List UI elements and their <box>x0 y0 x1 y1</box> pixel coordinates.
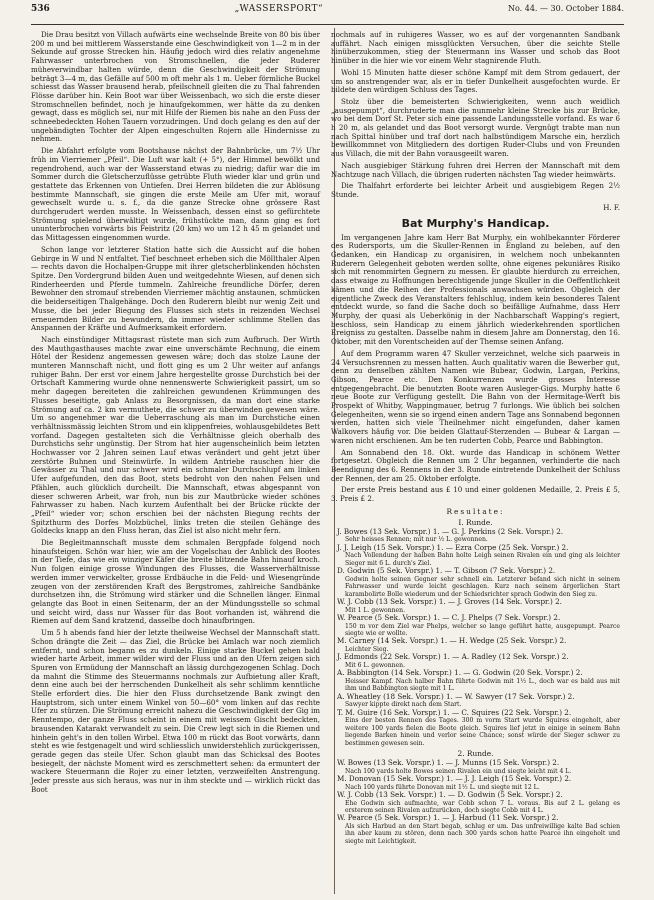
paragraph: Wohl 15 Minuten hatte dieser schöne Kampf mit dem Strom gedauert, der um so anstrengender war, als er in tiefer Dunkelheit ausgefochten wurde. Er bildete den würdigen Schluss des Tages. <box>331 67 620 95</box>
paragraph: Nach ausgiebiger Stärkung fuhren drei Herren der Mannschaft mit dem Nachtzuge nach Villach, die übrigen ruderten nächsten Tag wieder heimwärts. <box>331 160 620 179</box>
left-column <box>31 31 320 845</box>
round-title: I. Runde. <box>458 517 493 527</box>
result-note: Nach 100 yards führte Donovan mit 1½ L. und siegte mit 12 L. <box>345 783 540 791</box>
result-line: J. Edmonds (22 Sek. Vorspr.) 1. — A. Radley (12 Sek. Vorspr.) 2. <box>337 652 569 662</box>
result-line: W. Pearce (5 Sek. Vorspr.) 1. — J. Harbud (11 Sek. Vorspr.) 2. <box>337 813 559 823</box>
columns <box>31 31 624 845</box>
result-line: T. M. Guire (16 Sek. Vorspr.) 1. — C. Squires (22 Sek. Vorspr.) 2. <box>337 707 572 717</box>
result-line: A. Babbington (14 Sek. Vorspr.) 1. — G. Godwin (20 Sek. Vorspr.) 2. <box>337 668 583 678</box>
result-note: Heisser Kampf. Nach halber Bahn führte Godwin mit 1½ L., doch war es bald aus mit ihm und Babbington siegte mit 1 L. <box>345 677 620 693</box>
paragraph: Die Drau besitzt von Villach aufwärts eine wechselnde Breite von 80 bis über 200 m und bei mittlerem Wasserstande eine Geschwindigkeit von 1—2 m in der Sekunde auf grosse Strecken hin. Häufig jedoch wird dies relativ angenehme Fahrwasser unterbrochen von Stromschnellen, die jeder Ruderer müheverwindbar halten würde, denn die Geschwindigkeit der Strömung beträgt 3—4 m, das Gefälle auf 500 m oft mehr als 1 m. Ueber förmliche Buckel schiesst das Wasser brausend herab, pfeilschnell gleiten die zu Thal fahrenden Flösse darüber hin. Kein Boot war über Weissenbach, wo sich die erste dieser Stromschnellen befindet, noch je hinaufgekommen, wer hätte da zu denken gewagt, dass es möglich sei, nur mit Hilfe der Riemen bis nahe an den Fuss der schneebedeckten Hohen Tauern vorzudringen. Und doch gelang es den auf der ungebändigten Tochter der Alpen eingeschulten Rojern alle Hindernisse zu nehmen. <box>31 30 320 144</box>
paragraph: Nach einstündiger Mittagsrast rüstete man sich zum Aufbruch. Der Wirth des Mauthgasthauses machte zwar eine unverschämte Rechnung, die einem Hôtel der Residenz angemessen gewesen wäre; doch das stolze Laune der munteren Mannschaft nicht, und flott ging es um 2 Uhr weiter auf anfangs ruhiger Bahn. Der erst vor einem Jahre hergestellte grosse Durchstich bei der Ortschaft Kammering wurde ohne nennenswerte Schwierigkeit passirt, um so mehr dagegen bereiteten die zahlreichen gewundenen Krümmungen des Flusses beseitigte, gab Anlass zu Besorgnissen, da man dort eine starke Strömung auf ca. 2 km vermuthete, die schwer zu überwinden gewesen wäre. Um so angenehmer war die Ueberraschung als man im Durchstiche einen verhältnissmässig leichten Strom und ein klippenfreies, wohlausgebildetes Bett vorfand. Dagegen gestalteten sich die Verhältnisse gleich oberhalb des Durchstichs sehr ungünstig. Der Strom hat hier augenscheinlich beim letzten Hochwasser vor 2 Jahren seinen Lauf etwas verändert und geht jetzt über zerstörte Buhnen und Steinwürfe. In wildem Antriebe rauschen hier die Gewässer zu Thal und nur schwer wird ein schmaler Durchschlupf am linken Ufer aufgefunden, den das Boot, stets bedroht von den nahen Felsen und Pfählen, auch glücklich durcheilt. Die Mannschaft, etwas abgespannt von dieser schweren Arbeit, war froh, nun bis zur Mautbrücke wieder schönes Fahrwasser zu haben. Nach kurzem Aufenthalt bei der Brücke rückte der „Pfeil“ wieder vor; schon erschien bei der nächsten Biegung rechts der Spitzthurm des Dorfes Molzbüchel, links treten die steilen Gehänge des Goldecks knapp an den Fluss heran, das Ziel ist also nicht mehr fern. <box>31 334 320 536</box>
author-signature: H. F. <box>603 202 620 212</box>
paragraph: Um 5 h abends fand hier der letzte theilweise Wechsel der Mannschaft statt. Schon drängte die Zeit — das Ziel, die Brücke bei Amlach war noch ziemlich entfernt, und schon begann es zu dunkeln. Einige starke Buckel gehen bald wieder harte Arbeit, immer wilder wird der Fluss und an den Ufern zeigen sich Spuren von Ermüdung der Mannschaft an lässig durchgezogenen Schlag. Doch da mahnt die Stimme des Steuermanns nochmals zur Aufbietung aller Kraft, denn eine auch bei der herrschenden Dunkelheit als sehr schlimm kenntliche Stelle erfordert dies. Die hier den Fluss durchsetzende Bank zwingt den Hauptstrom, sich unter einem Winkel von 50—60° vom linken auf das rechte Ufer zu stürzen. Die Strömung erreicht nahezu die Geschwindigkeit der Gig im Renntempo, der ganze Fluss scheint in einem mit weissem Gischt bedeckten, brausenden Katarakt verwandelt zu sein. Die Crew legt sich in die Riemen und hinhein geht's in den tollen Wirbel. Etwa 100 m rückt das Boot vorwärts, dann steht es wie festgenagelt und wird schliesslich unwiderstehlich zurückgerissen, gerade gegen das steile Ufer. Schon glaubt man das Schicksal des Bootes besiegelt, der nächste Moment wird es zerschmettert sehen: da ermuntert der wackere Steuermann die Rojer zu einer letzten, verzweifelten Anstrengung. Jeder presste aus sich heraus, was nur in ihm steckte und — wirklich rückt das Boot <box>31 628 320 794</box>
page-number: 536 <box>31 4 50 14</box>
result-note: Nach 100 yards holte Bowes seinen Rivalen ein und siegte leicht mit 4 L. <box>345 767 572 775</box>
paragraph: Im vergangenen Jahre kam Herr Bat Murphy, ein wohlbekannter Förderer des Rudersports, um die Skuller-Rennen in England zu beleben, auf den Gedanken, ein Handicap zu organisiren, in welchem noch unbekannten Ruderern Gelegenheit geboten werden sollte, ohne eigenes pekuniäres Risiko sich mit renommirten Gegnern zu messen. Er glaubte hierdurch zu erreichen, dass etwaige zu Hoffnungen berechtigende junge Skuller in die Oeffentlichkeit kämen und die Reihen der Professionals anwachsen würden. Obgleich der eigentliche Zweck des Veranstalters fehlschlug, indem kein besonderes Talent entdeckt wurde, so fand die Sache doch so beifällige Aufnahme, dass Herr Murphy, der quasi als Ueberkönig in der Nachbarschaft Wapping's regiert, beschloss, sein Handicap zu einem jährlich wiederkehrenden sportlichen Ereigniss zu gestalten. Dasselbe nahm in diesem Jahre am Donnerstag, den 16. Oktober, mit den Vorentscheiden auf der Themse seinen Anfang. <box>331 232 620 347</box>
result-line: A. Wheatley (18 Sek. Vorspr.) 1. — W. Sawyer (17 Sek. Vorspr.) 2. <box>337 691 575 701</box>
handicap-article <box>331 234 620 504</box>
paragraph: Der erste Preis bestand aus £ 10 und einer goldenen Medaille, 2. Preis £ 5, 3. Preis £ 2. <box>331 485 620 504</box>
result-note: 150 m vor dem Ziel war Phelps, welcher so lange geführt hatte, ausgepumpt. Pearce siegte wie er wollte. <box>345 622 620 637</box>
paragraph: Schon lange vor letzterer Station hatte sich die Aussicht auf die hohen Gebirge in W und N entfaltet. Tief beschneet erheben sich die Möllthaler Alpen — rechts davon die Hochalpen-Gruppe mit ihrer gletscherblinkenden höchsten Spitze. Den Vordergrund bilden Auen und weitgedehnte Wiesen, auf denen sich Rinderheerden und Pferde tummeln. Zahlreiche freundliche Dörfer, deren Bewohner den stromauf strebenden Vierriemer mächtig anstaunen, schmücken die beiderseitigen Thalgehänge. Doch den Ruderern bleibt nur wenig Zeit und Musse, die bei jeder Biegung des Flusses sich stets in reizenden Wechsel erneuernden Bilder zu bewundern, da immer wieder schlimme Stellen das Anspannen der Kräfte und Aufmerksamkeit erfordern. <box>31 244 320 333</box>
page-header <box>31 0 624 25</box>
paragraph: Die Thalfahrt erforderte bei leichter Arbeit und ausgiebigem Regen 2½ Stunde. <box>331 181 620 199</box>
result-line: W. J. Cobb (13 Sek. Vorspr.) 1. — D. Godwin (5 Sek. Vorspr.) 2. <box>337 790 563 799</box>
result-line: W. Pearce (5 Sek. Vorspr.) 1. — C. J. Phelps (7 Sek. Vorspr.) 2. <box>337 612 561 622</box>
result-line: W. Bowes (13 Sek. Vorspr.) 1. — J. Munns (15 Sek. Vorspr.) 2. <box>337 758 560 767</box>
paragraph: Die Begleitmannschaft musste dem schmalen Bergpfade folgend noch hinaufsteigen. Schön war hier, wie am der Vogelschau der Anblick des Bootes in der Tiefe, das wie ein winziger Käfer die breite blitzende Bahn hinauf kroch. Nun folgen einige grosse Windungen des Flusses, die Wasserverhältnisse werden immer verwickelter, grosse Erdbäuche in die Feld- und Wiesengründe zeugen von der zerstörenden Kraft des Bergstromes, zahlreiche Sandbänke durchsetzen ihn, die Strömung wird stärker und die Schnellen länger. Einmal gelangte das Boot in einen Seitenarm, der an der Mündungsstelle so schmal und seicht wird, dass nur Wasser für das Boot vorhanden ist, während die Riemen auf dem Sand kratzend, dasselbe doch hinaufbringen. <box>31 538 320 626</box>
result-line: J. Bowes (13 Sek. Vorspr.) 1. — G. J. Perkins (2 Sek. Vorspr.) 2. <box>337 526 564 536</box>
article-heading: Bat Murphy's Handicap. <box>401 216 550 230</box>
paragraph: Die Abfahrt erfolgte vom Bootshause nächst der Bahnbrücke, um 7½ Uhr früh im Vierriemer „Pfeil“. Die Luft war kalt (+ 5°), der Himmel bewölkt und regendrohend, auch war der Wasserstand etwas zu niedrig; dafür war die im Sommer durch die Gletscherzuflüsse getrübte Fluth wieder klar und grün und gestattete das Erkennen von Untiefen. Drei Herren bildeten die zur Ablösung bestimmte Mannschaft, sie gingen die erste Meile am Ufer mit, worauf gewechselt wurde u. s. f., da die ganze Strecke ohne grössere Rast durchgerudert werden musste. In Weissenbach, dessen einst so gefürchtete Strömung spielend überwältigt wurde, frühstückte man, dann ging es fort ununterbrochen vorwärts bis Feistritz (20 km) wo um 12 h 45 m gelandet und das Mittagessen eingenommen wurde. <box>31 146 320 243</box>
result-note: Leichter Sieg. <box>345 645 389 653</box>
result-note: Godwin holte seinen Gegner sehr schnell ein. Letzterer befand sich nicht in seinem Fahrwasser und wurde leicht geschlagen. Kurz nach seinem ärgerlichen Start karambolirte Bolle wiederum und der Schiedsrichter sprach Godwin den Sieg zu. <box>345 575 620 598</box>
result-line: M. Donovan (15 Sek. Vorspr.) 1. — J. J. Leigh (15 Sek. Vorspr.) 2. <box>337 774 572 783</box>
results-label: Resultate: <box>446 506 505 516</box>
issue-info: No. 44. — 30. October 1884. <box>507 4 624 13</box>
result-note: Sehr heisses Rennen; mit nur ½ L. gewonnen. <box>345 536 488 544</box>
result-note: Eins der besten Rennen des Tages. 300 m vorm Start wurde Squires eingeholt, aber weitere 100 yards fielen die Boote gleich. Squires lief jetzt in einige in seinem Bahn liegende Barken hinein und verlor seine Chance; sonst würde der Sieger schwer zu bestimmen gewesen sein. <box>345 717 620 747</box>
result-note: Mit 6 L. gewonnen. <box>345 661 406 669</box>
result-note: Mit 1 L. gewonnen. <box>345 606 406 614</box>
result-note: Nach Vollendung der halben Bahn holte Leigh seinen Rivalen ein und ging als leichter Sieger mit 6 L. durch's Ziel. <box>345 552 620 567</box>
result-line: M. Carney (14 Sek. Vorspr.) 1. — H. Wedge (25 Sek. Vorspr.) 2. <box>337 636 567 646</box>
journal-title: „WASSERSPORT“ <box>234 4 324 14</box>
round-title: 2. Runde. <box>457 749 494 758</box>
result-line: D. Godwin (5 Sek. Vorspr.) 1. — T. Gibson (7 Sek. Vorspr.) 2. <box>337 566 556 576</box>
villach-article-end <box>331 31 620 200</box>
result-note: Als sich Harbud an den Start begab, schlug er um. Das unfreiwillige kalte Bad schien ihn aber kaum zu stören, denn nach 300 yards schon hatte Pearce ihn eingeholt und siegte mit Leichtigkeit. <box>345 823 620 845</box>
right-column <box>331 31 620 845</box>
results-list <box>331 518 620 845</box>
paragraph: Auf dem Programm waren 47 Skuller verzeichnet, welche sich paarweis in 24 Versuchsrennen zu messen hatten. Auch qualitativ waren die Bewerber gut, denn zu denselben zählten Namen wie Bubear, Godwin, Largan, Perkins, Gibson, Pearce etc. Den Konkurrenzen wurde grosses Interesse entgegengebracht. Die benutzten Boote waren Ausleger-Gigs. Murphy hatte 6 neue Boote zur Verfügung gestellt. Die Bahn von der Hermitage-Werft bis Prospekt of Whitby, Wappingmauer, betrug 7 furlongs. Wie üblich bei solchen Gelegenheiten, wenn sie so irgend einen andern Tage ans Sonnabend begonnen werden, hatten sich viele Theilnehmer nicht eingefunden, daher kamen Walkovers häufig vor. Die beiden Glattauf-Sterzenden — Bubear & Largan — waren nicht erschienen. Am be ten ruderten Cobb, Pearce und Babbington. <box>331 348 620 445</box>
paragraph: nochmals auf in ruhigeres Wasser, wo es auf der vorgenannten Sandbank auffährt. Nach einigen missglückten Versuchen, über die seichte Stelle hinüberzukommen, stieg der Steuermann ins Wasser und schob das Boot hinüber in die hier wie vor einem Wehr stagnirende Fluth. <box>331 30 620 66</box>
result-line: J. J. Leigh (15 Sek. Vorspr.) 1. — Ezra Corpe (25 Sek. Vorspr.) 2. <box>337 542 569 552</box>
result-line: W. J. Cobb (13 Sek. Vorspr.) 1. — J. Groves (14 Sek. Vorspr.) 2. <box>337 596 562 606</box>
result-note: Sawyer kippte direkt nach dem Start. <box>345 701 462 709</box>
paragraph: Stolz über die bemeisterten Schwierigkeiten, wenn auch weidlich „ausgepumpt“, durchruderte man die nunmehr kleine Strecke bis zur Brücke, wo bei dem Dorf St. Peter sich eine passende Landungsstelle vorfand. Es war 6 h 20 m, als gelandet und das Boot versorgt wurde. Vergnügt trabte man nun nach Spittal hinüber und traf dort nach halbstündigem Marsche ein, herzlich bewillkommnet von Mitgliedern des dortigen Ruder-Clubs und von Freunden aus Villach, die mit der Bahn vorausgeeilt waren. <box>331 96 620 159</box>
paragraph: Am Sonnabend den 18. Okt. wurde das Handicap in schönem Wetter fortgesetzt. Obgleich die Rennen um 2 Uhr begannen, verhinderte die nach Beendigung des 6. Rennens in der 3. Runde eintretende Dunkelheit der Schluss der Rennen, der am 25. Oktober erfolgte. <box>331 447 620 483</box>
result-note: Ehe Godwin sich aufmachte, war Cobb schon 7 L. voraus. Bis auf 2 L. gelang es ersterem seinen Rivalen aufzurücken, doch siegte Cobb mit 4 L. <box>345 799 620 814</box>
